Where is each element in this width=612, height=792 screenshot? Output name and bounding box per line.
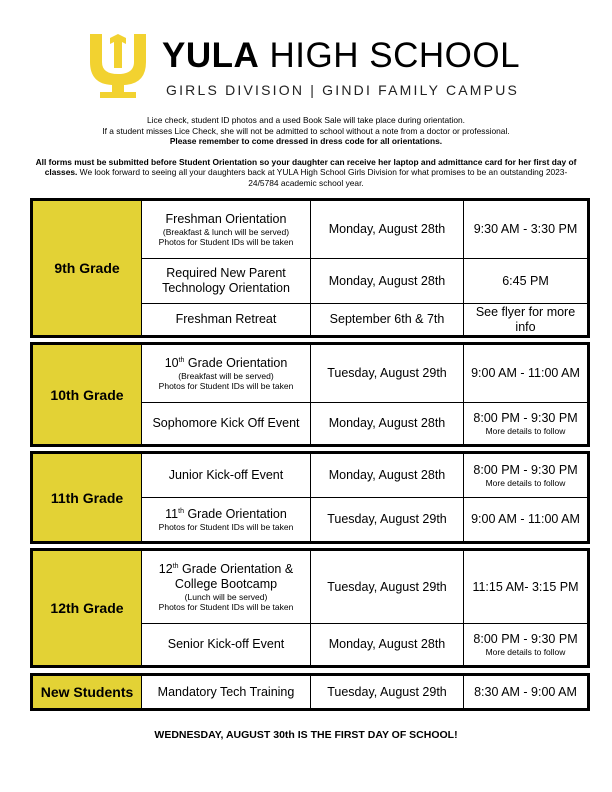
new-students-block [30, 673, 590, 711]
date-cell: Monday, August 28th [311, 454, 464, 497]
date-cell: Monday, August 28th [311, 624, 464, 665]
time-cell: See flyer for more info [475, 304, 576, 334]
grade-label: 10th Grade [33, 345, 142, 444]
time-cell: 8:30 AM - 9:00 AM [474, 684, 577, 699]
time-cell: 8:00 PM - 9:30 PM More details to follow [473, 632, 578, 657]
event-cell: Mandatory Tech Training [142, 676, 311, 708]
date-cell: Monday, August 28th [311, 259, 464, 303]
date-cell: Monday, August 28th [311, 201, 464, 258]
first-day-notice: WEDNESDAY, AUGUST 30th IS THE FIRST DAY OF SCHOOL! [154, 729, 458, 741]
yula-logo-icon [88, 32, 148, 100]
table-row [142, 551, 587, 624]
date-cell: Monday, August 28th [311, 403, 464, 444]
time-cell: 8:00 PM - 9:30 PM More details to follow [473, 411, 578, 436]
event-cell: Freshman Retreat [142, 304, 311, 335]
event-cell: 11th Grade Orientation Photos for Student IDs will be taken [142, 498, 311, 541]
time-cell: 9:30 AM - 3:30 PM [473, 222, 578, 236]
table-row [142, 201, 587, 259]
grade-label: 12th Grade [33, 551, 142, 665]
school-name-bold: YULA [162, 36, 260, 75]
date-cell: Tuesday, August 29th [311, 551, 464, 623]
grade-11-block [30, 451, 590, 544]
table-row [142, 403, 587, 444]
event-cell: Freshman Orientation (Breakfast & lunch will be served) Photos for Student IDs will be taken [142, 201, 311, 258]
table-row [142, 498, 587, 541]
dress-code-note: Please remember to come dressed in dress code for all orientations. [169, 136, 443, 147]
school-name [162, 36, 520, 76]
note-line: If a student misses Lice Check, she will not be admitted to school without a note from a doctor or professional. [102, 125, 510, 136]
date-cell: September 6th & 7th [311, 304, 464, 335]
division-name: GIRLS DIVISION | GINDI FAMILY CAMPUS [166, 82, 520, 98]
grade-10-block [30, 342, 590, 447]
forms-note: All forms must be submitted before Student Orientation so your daughter can receive her laptop and admittance card for her first day of classes. We look forward to seeing all your daughters back at YULA High School Girls Division for what promises to be an outstanding 2023-24/5784 academic school year. [35, 156, 577, 188]
table-row [142, 624, 587, 665]
grade-label: New Students [33, 676, 142, 708]
event-cell: 12th Grade Orientation & College Bootcamp (Lunch will be served) Photos for Student IDs will be taken [142, 551, 311, 623]
school-name-rest: HIGH SCHOOL [269, 36, 521, 75]
school-logo [88, 32, 558, 102]
time-cell: 6:45 PM [502, 273, 549, 288]
time-cell: 8:00 PM - 9:30 PM More details to follow [473, 463, 578, 488]
table-row [142, 259, 587, 304]
grade-9-block [30, 198, 590, 338]
date-cell: Tuesday, August 29th [311, 676, 464, 708]
event-cell: Sophomore Kick Off Event [142, 403, 311, 444]
table-row [142, 345, 587, 403]
event-cell: 10th Grade Orientation (Breakfast will be served) Photos for Student IDs will be taken [142, 345, 311, 402]
orientation-notes [30, 115, 582, 189]
time-cell: 9:00 AM - 11:00 AM [471, 366, 580, 380]
note-line: Lice check, student ID photos and a used Book Sale will take place during orientation. [147, 115, 465, 125]
grade-label: 9th Grade [33, 201, 142, 335]
time-cell: 11:15 AM- 3:15 PM [472, 579, 579, 594]
event-cell: Senior Kick-off Event [142, 624, 311, 665]
time-cell: 9:00 AM - 11:00 AM [471, 512, 580, 526]
table-row [142, 676, 587, 708]
table-row [142, 454, 587, 498]
table-row [142, 304, 587, 335]
event-cell: Junior Kick-off Event [142, 454, 311, 497]
date-cell: Tuesday, August 29th [311, 498, 464, 541]
event-cell: Required New Parent Technology Orientation [142, 259, 311, 303]
grade-12-block [30, 548, 590, 668]
grade-label: 11th Grade [33, 454, 142, 541]
date-cell: Tuesday, August 29th [311, 345, 464, 402]
